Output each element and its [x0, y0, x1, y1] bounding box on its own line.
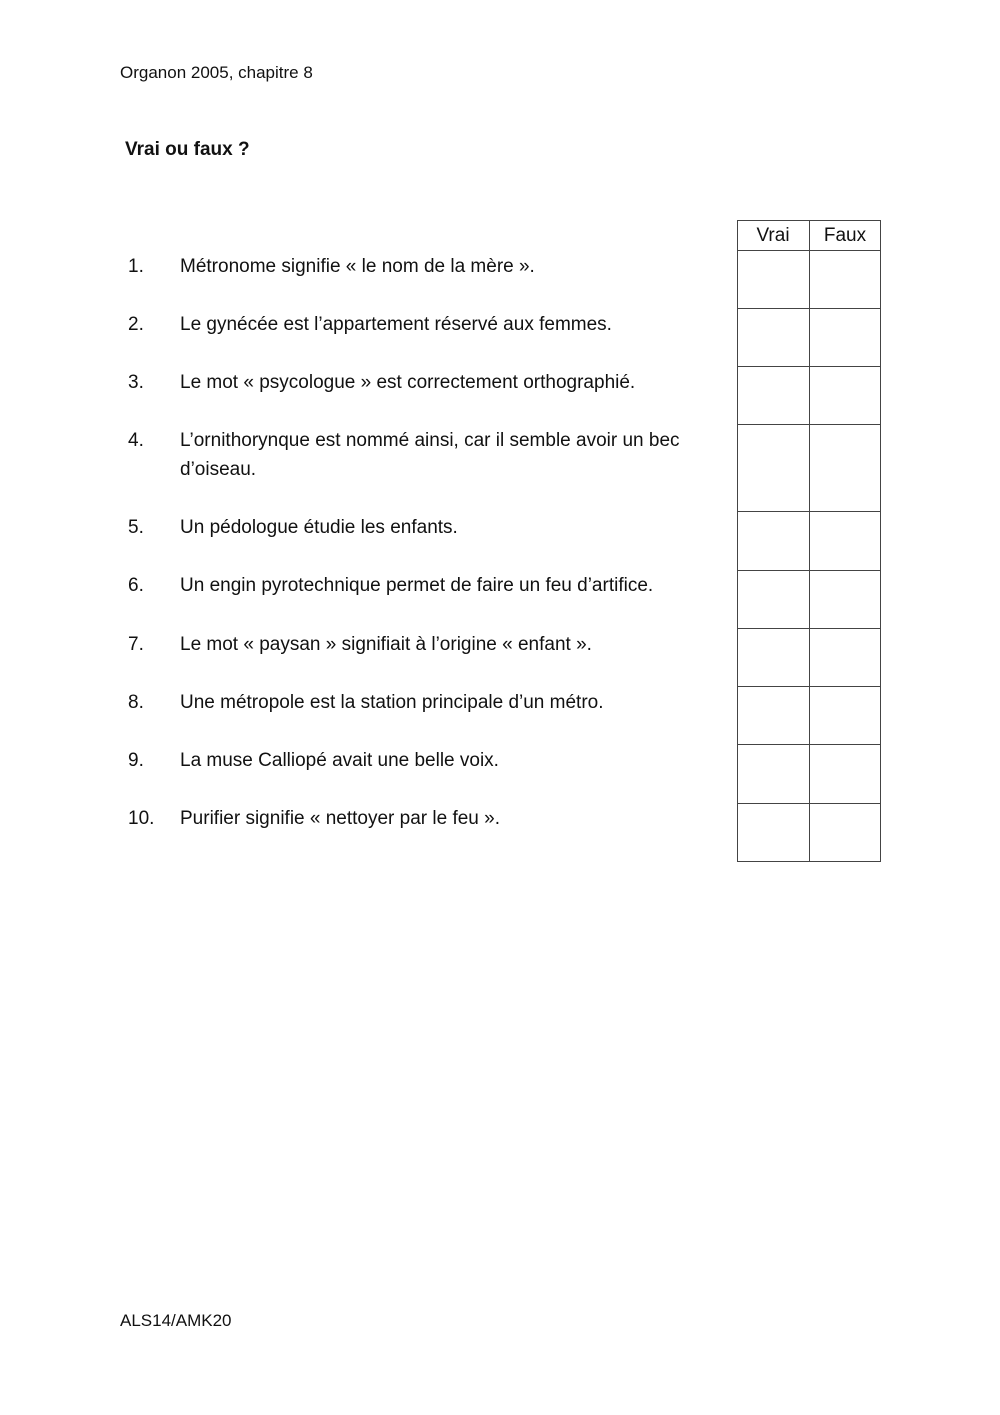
answer-cell-false-5[interactable] — [810, 512, 880, 570]
answer-cell-false-1[interactable] — [810, 251, 880, 308]
question-number: 10. — [128, 808, 155, 829]
answer-cell-true-10[interactable] — [738, 804, 808, 861]
question-text: Métronome signifie « le nom de la mère ». — [180, 256, 535, 277]
question-number: 7. — [128, 634, 144, 655]
question-text: La muse Calliopé avait une belle voix. — [180, 750, 499, 771]
answer-cell-true-8[interactable] — [738, 687, 808, 744]
answer-cell-true-9[interactable] — [738, 745, 808, 803]
answer-cell-true-3[interactable] — [738, 367, 808, 424]
answer-cell-true-4[interactable] — [738, 425, 808, 511]
question-number: 8. — [128, 692, 144, 713]
answer-cell-true-7[interactable] — [738, 629, 808, 686]
answer-cell-false-10[interactable] — [810, 804, 880, 861]
question-number: 3. — [128, 372, 144, 393]
question-text: Le mot « psycologue » est correctement orthographié. — [180, 372, 636, 393]
question-text: L’ornithorynque est nommé ainsi, car il semble avoir un bec d’oiseau. — [180, 430, 680, 480]
question-number: 9. — [128, 750, 144, 771]
answer-cell-true-2[interactable] — [738, 309, 808, 366]
column-header-true: Vrai — [756, 225, 790, 246]
question-number: 5. — [128, 517, 144, 538]
answer-cell-true-5[interactable] — [738, 512, 808, 570]
page-title: Vrai ou faux ? — [125, 139, 250, 160]
question-text: Un engin pyrotechnique permet de faire un feu d’artifice. — [180, 575, 654, 596]
question-text: Un pédologue étudie les enfants. — [180, 517, 458, 538]
answer-cell-false-6[interactable] — [810, 571, 880, 628]
grid-rule — [880, 220, 881, 862]
answer-cell-false-2[interactable] — [810, 309, 880, 366]
question-number: 4. — [128, 430, 144, 451]
document-code: ALS14/AMK20 — [120, 1311, 232, 1330]
question-text: Le mot « paysan » signifiait à l’origine « enfant ». — [180, 634, 592, 655]
answer-cell-true-1[interactable] — [738, 251, 808, 308]
question-number: 1. — [128, 256, 144, 277]
column-header-false: Faux — [823, 225, 867, 246]
answer-cell-false-4[interactable] — [810, 425, 880, 511]
answer-cell-false-8[interactable] — [810, 687, 880, 744]
answer-cell-false-9[interactable] — [810, 745, 880, 803]
course-reference: Organon 2005, chapitre 8 — [120, 63, 313, 82]
question-number: 6. — [128, 575, 144, 596]
answer-cell-false-3[interactable] — [810, 367, 880, 424]
question-text: Une métropole est la station principale d’un métro. — [180, 692, 604, 713]
question-text: Purifier signifie « nettoyer par le feu ». — [180, 808, 501, 829]
answer-cell-true-6[interactable] — [738, 571, 808, 628]
question-text: Le gynécée est l’appartement réservé aux femmes. — [180, 314, 612, 335]
answer-cell-false-7[interactable] — [810, 629, 880, 686]
question-number: 2. — [128, 314, 144, 335]
answer-grid — [737, 220, 881, 862]
